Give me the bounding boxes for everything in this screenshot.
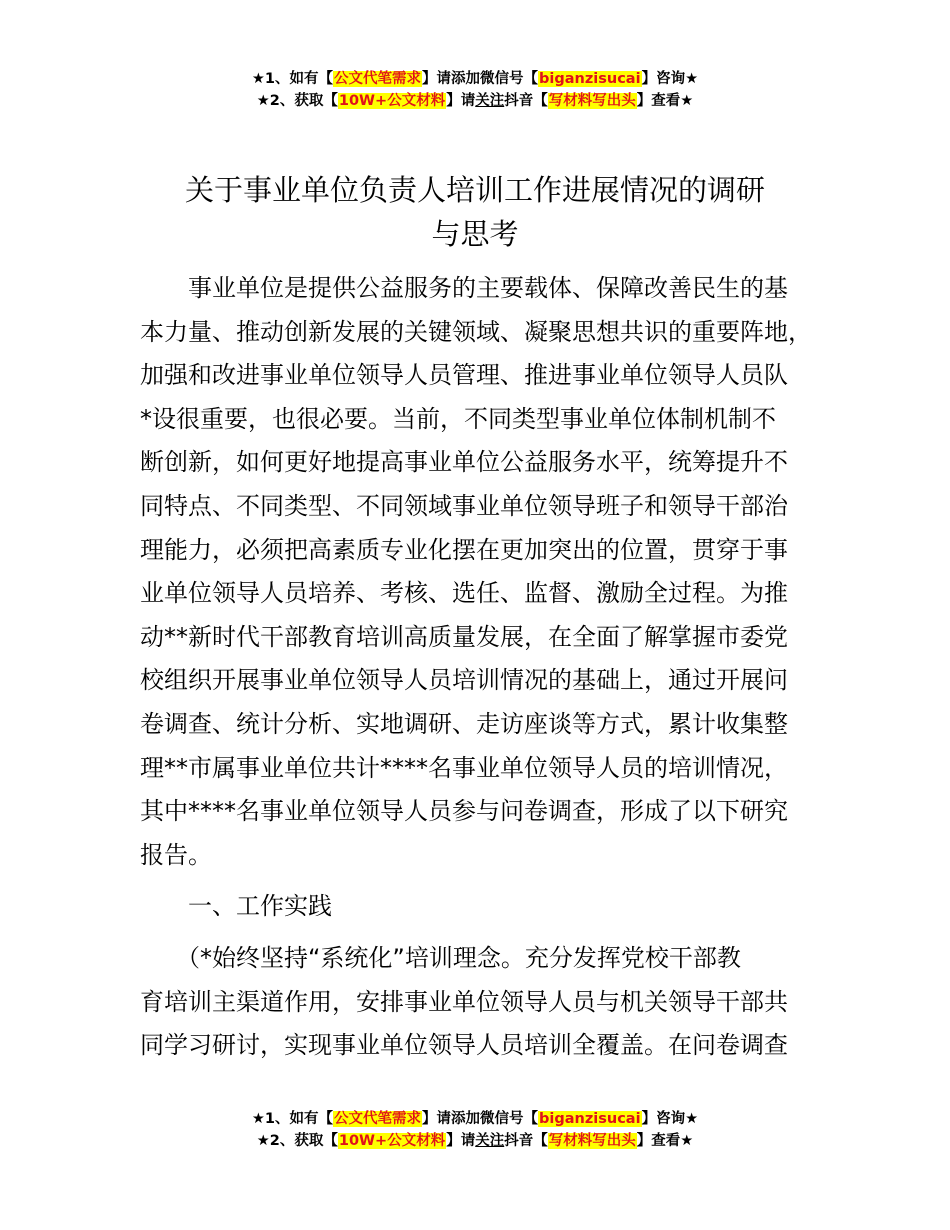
banner-text: 】咨询★ [641, 1111, 699, 1127]
banner-highlight: 公文代笔需求 [334, 71, 422, 87]
section-heading: 一、工作实践 [140, 892, 332, 921]
banner-line-1 [0, 68, 950, 90]
banner-line-2 [0, 1130, 950, 1152]
text-line: 事业单位是提供公益服务的主要载体、保障改善民生的基 [140, 274, 788, 302]
banner-highlight: 公文代笔需求 [334, 1111, 422, 1127]
paragraph-1 [140, 267, 820, 877]
header-banner [0, 68, 950, 112]
banner-highlight-wechat: biganzisucai [539, 1111, 641, 1127]
text-line: 报告。 [140, 840, 212, 869]
banner-highlight: 写材料写出头 [548, 1133, 636, 1149]
banner-text: ★1、如有【 [251, 71, 334, 87]
banner-text: 抖音【 [504, 1133, 548, 1149]
title-line-1: 关于事业单位负责人培训工作进展情况的调研 [184, 173, 765, 207]
text-line: 加强和改进事业单位领导人员管理、推进事业单位领导人员队 [140, 361, 788, 390]
text-line: *设很重要，也很必要。当前，不同类型事业单位体制机制不 [140, 404, 776, 433]
banner-line-1 [0, 1108, 950, 1130]
text-line: 卷调查、统计分析、实地调研、走访座谈等方式，累计收集整 [140, 709, 788, 738]
text-line: 业单位领导人员培养、考核、选任、监督、激励全过程。为推 [140, 579, 788, 608]
footer-banner [0, 1108, 950, 1152]
text-line: 校组织开展事业单位领导人员培训情况的基础上，通过开展问 [140, 666, 788, 695]
text-line: 理能力，必须把高素质专业化摆在更加突出的位置，贯穿于事 [140, 535, 788, 564]
banner-text: 】请 [446, 1133, 476, 1149]
text-line: 断创新，如何更好地提高事业单位公益服务水平，统筹提升不 [140, 448, 788, 477]
banner-text: 】查看★ [636, 93, 694, 109]
document-title [100, 168, 850, 256]
banner-text: ★2、获取【 [256, 93, 338, 109]
banner-text: ★1、如有【 [251, 1111, 334, 1127]
text-line: 同特点、不同类型、不同领域事业单位领导班子和领导干部治 [140, 491, 788, 520]
text-line: （*始终坚持“系统化”培训理念。充分发挥党校干部教 [140, 943, 741, 972]
text-line: 理**市属事业单位共计****名事业单位领导人员的培训情况， [140, 753, 788, 782]
banner-text: 】查看★ [636, 1133, 694, 1149]
banner-text: ★2、获取【 [256, 1133, 338, 1149]
text-line: 育培训主渠道作用，安排事业单位领导人员与机关领导干部共 [140, 987, 788, 1016]
text-line: 同学习研讨，实现事业单位领导人员培训全覆盖。在问卷调查 [140, 1031, 788, 1060]
banner-text: 】请添加微信号【 [422, 1111, 539, 1127]
banner-text: 】请 [446, 93, 476, 109]
banner-text: 】咨询★ [641, 71, 699, 87]
banner-underline: 关注 [475, 93, 505, 109]
banner-text: 抖音【 [504, 93, 548, 109]
banner-text: 】请添加微信号【 [422, 71, 539, 87]
banner-highlight: 写材料写出头 [548, 93, 636, 109]
paragraph-2 [140, 937, 820, 1068]
document-body [140, 267, 820, 1068]
text-line: 本力量、推动创新发展的关键领域、凝聚思想共识的重要阵地， [140, 317, 812, 346]
banner-line-2 [0, 90, 950, 112]
banner-highlight-wechat: biganzisucai [539, 71, 641, 87]
text-line: 动**新时代干部教育培训高质量发展，在全面了解掌握市委党 [140, 622, 788, 651]
banner-highlight: 10W+公文材料 [338, 93, 446, 109]
banner-underline: 关注 [475, 1133, 505, 1149]
banner-highlight: 10W+公文材料 [338, 1133, 446, 1149]
title-line-2: 与思考 [431, 217, 519, 251]
text-line: 其中****名事业单位领导人员参与问卷调查，形成了以下研究 [140, 797, 788, 826]
